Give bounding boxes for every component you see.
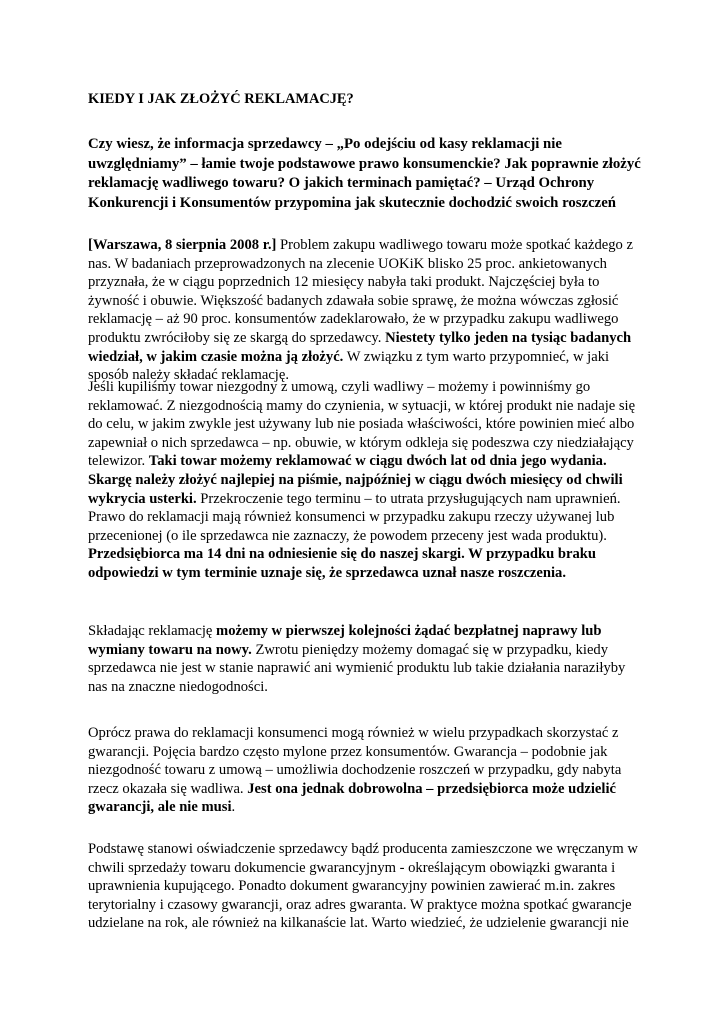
text-line: nas. W badaniach przeprowadzonych na zlecenie UOKiK blisko 25 proc. ankietowanych xyxy=(88,255,607,272)
text-line xyxy=(88,780,621,799)
text-line: uprawnienia kupującego. Ponadto dokument gwarancyjny powinien zawierać m.in. zakres xyxy=(88,878,616,895)
bold-span: Taki towar możemy reklamować w ciągu dwóch lat od dnia jego wydania. xyxy=(148,453,607,470)
text-line: reklamować. Z niezgodnością mamy do czynienia, w sytuacji, w której produkt nie nadaje się xyxy=(88,397,636,414)
text-line xyxy=(88,564,635,583)
text-line xyxy=(88,545,635,564)
lead-line: reklamację wadliwego towaru? O jakich terminach pamiętać? – Urząd Ochrony xyxy=(88,175,595,192)
text-line xyxy=(88,236,633,255)
text-line: chwili sprzedaży towaru dokumencie gwarancyjnym - określającym obowiązki gwaranta i xyxy=(88,859,616,876)
text-line xyxy=(88,490,635,509)
text-line: Prawo do reklamacji mają również konsumenci w przypadku zakupu rzeczy używanej lub xyxy=(88,509,615,526)
text-line: terytorialny i czasowy gwarancji, oraz adres gwaranta. W praktyce można spotkać gwarancje xyxy=(88,896,632,913)
text-span: . xyxy=(231,799,236,816)
text-line: udzielane na rok, ale również na kilkanaście lat. Warto wiedzieć, że udzielenie gwarancji nie xyxy=(88,915,629,932)
text-line: sprzedawca nie jest w stanie naprawić ani wymienić produktu lub takie działania naraziłyby xyxy=(88,660,626,677)
text-line: przecenionej (o ile sprzedawca nie zaznaczy, że powodem przeceny jest wada produktu). xyxy=(88,527,607,544)
text-line: żywność i obuwie. Większość badanych zdawała sobie sprawę, że można wówczas zgłosić xyxy=(88,292,619,309)
body-paragraph-3 xyxy=(88,622,625,696)
bold-span: Przedsiębiorca ma 14 dni na odniesienie się do naszej skargi. W przypadku braku xyxy=(88,546,597,563)
text-line xyxy=(88,798,621,817)
body-paragraph-2 xyxy=(88,378,635,583)
text-line: Podstawę stanowi oświadczenie sprzedawcy bądź producenta zamieszczone we wręczanym w xyxy=(88,841,638,857)
text-line: sposób należy składać reklamację. xyxy=(88,367,289,384)
text-span: Składając reklamację xyxy=(88,623,217,639)
bold-span: wiedział, w jakim czasie można ją złożyć. xyxy=(88,348,344,365)
bold-span: Skargę należy złożyć najlepiej na piśmie, najpóźniej w ciągu dwóch miesięcy od chwili xyxy=(88,471,623,488)
text-span: Zwrotu pieniędzy możemy domagać się w przypadku, kiedy xyxy=(251,641,609,658)
text-span: rzecz okazała się wadliwa. xyxy=(88,780,248,797)
lead-paragraph xyxy=(88,135,641,213)
text-line: nas na znaczne niedogodności. xyxy=(88,678,268,695)
bold-span: wykrycia usterki. xyxy=(88,490,197,507)
text-line xyxy=(88,622,625,641)
body-paragraph-4 xyxy=(88,724,621,817)
text-line xyxy=(88,348,633,367)
text-line xyxy=(88,329,633,348)
text-line: do celu, w jakim zwykle jest używany lub nie posiada właściwości, które powinien mieć albo xyxy=(88,416,635,433)
text-line: przyznała, że w ciągu poprzednich 12 miesięcy nabyła taki produkt. Najczęściej była to xyxy=(88,274,600,291)
text-line xyxy=(88,471,635,490)
document-title: KIEDY I JAK ZŁOŻYĆ REKLAMACJĘ? xyxy=(88,91,354,107)
text-span: telewizor. xyxy=(88,453,149,470)
body-paragraph-5 xyxy=(88,840,638,933)
bold-span: Niestety tylko jeden na tysiąc badanych xyxy=(385,329,632,346)
bold-span: wymiany towaru na nowy. xyxy=(88,641,252,658)
lead-line: Czy wiesz, że informacja sprzedawcy – „Po odejściu od kasy reklamacji nie xyxy=(88,136,562,152)
dateline: [Warszawa, 8 sierpnia 2008 r.] xyxy=(88,237,277,253)
text-line: Oprócz prawa do reklamacji konsumenci mogą również w wielu przypadkach skorzystać z xyxy=(88,725,619,741)
lead-line: Konkurencji i Konsumentów przypomina jak skutecznie dochodzić swoich roszczeń xyxy=(88,194,617,211)
bold-span: możemy w pierwszej kolejności żądać bezpłatnej naprawy lub xyxy=(216,623,602,639)
text-span: produktu zwróciłoby się ze skargą do sprzedawcy. xyxy=(88,329,386,346)
text-span: W związku z tym warto przypomnieć, w jaki xyxy=(343,348,610,365)
bold-span: Jest ona jednak dobrowolna – przedsiębiorca może udzielić xyxy=(247,780,616,797)
text-span: Problem zakupu wadliwego towaru może spotkać każdego z xyxy=(276,237,633,253)
lead-line: uwzględniamy” – łamie twoje podstawowe prawo konsumenckie? Jak poprawnie złożyć xyxy=(88,155,641,172)
text-line: reklamację – aż 90 proc. konsumentów zadeklarowało, że w przypadku zakupu wadliwego xyxy=(88,311,619,328)
text-line: gwarancji. Pojęcia bardzo często mylone przez konsumentów. Gwarancja – podobnie jak xyxy=(88,743,608,760)
text-span: Przekroczenie tego terminu – to utrata przysługujących nam uprawnień. xyxy=(196,490,621,507)
text-line: zapewniał o nich sprzedawca – np. obuwie, w którym odkleja się podeszwa czy niedziałający xyxy=(88,434,634,451)
bold-span: gwarancji, ale nie musi xyxy=(88,799,232,816)
body-paragraph-1 xyxy=(88,236,633,385)
text-line: Jeśli kupiliśmy towar niezgodny z umową, czyli wadliwy – możemy i powinniśmy go xyxy=(88,379,591,395)
text-line xyxy=(88,452,635,471)
text-line: niezgodność towaru z umową – umożliwia dochodzenie roszczeń w przypadku, gdy nabyta xyxy=(88,762,622,779)
text-line xyxy=(88,641,625,660)
bold-span: odpowiedzi w tym terminie uznaje się, że sprzedawca uznał nasze roszczenia. xyxy=(88,564,566,581)
